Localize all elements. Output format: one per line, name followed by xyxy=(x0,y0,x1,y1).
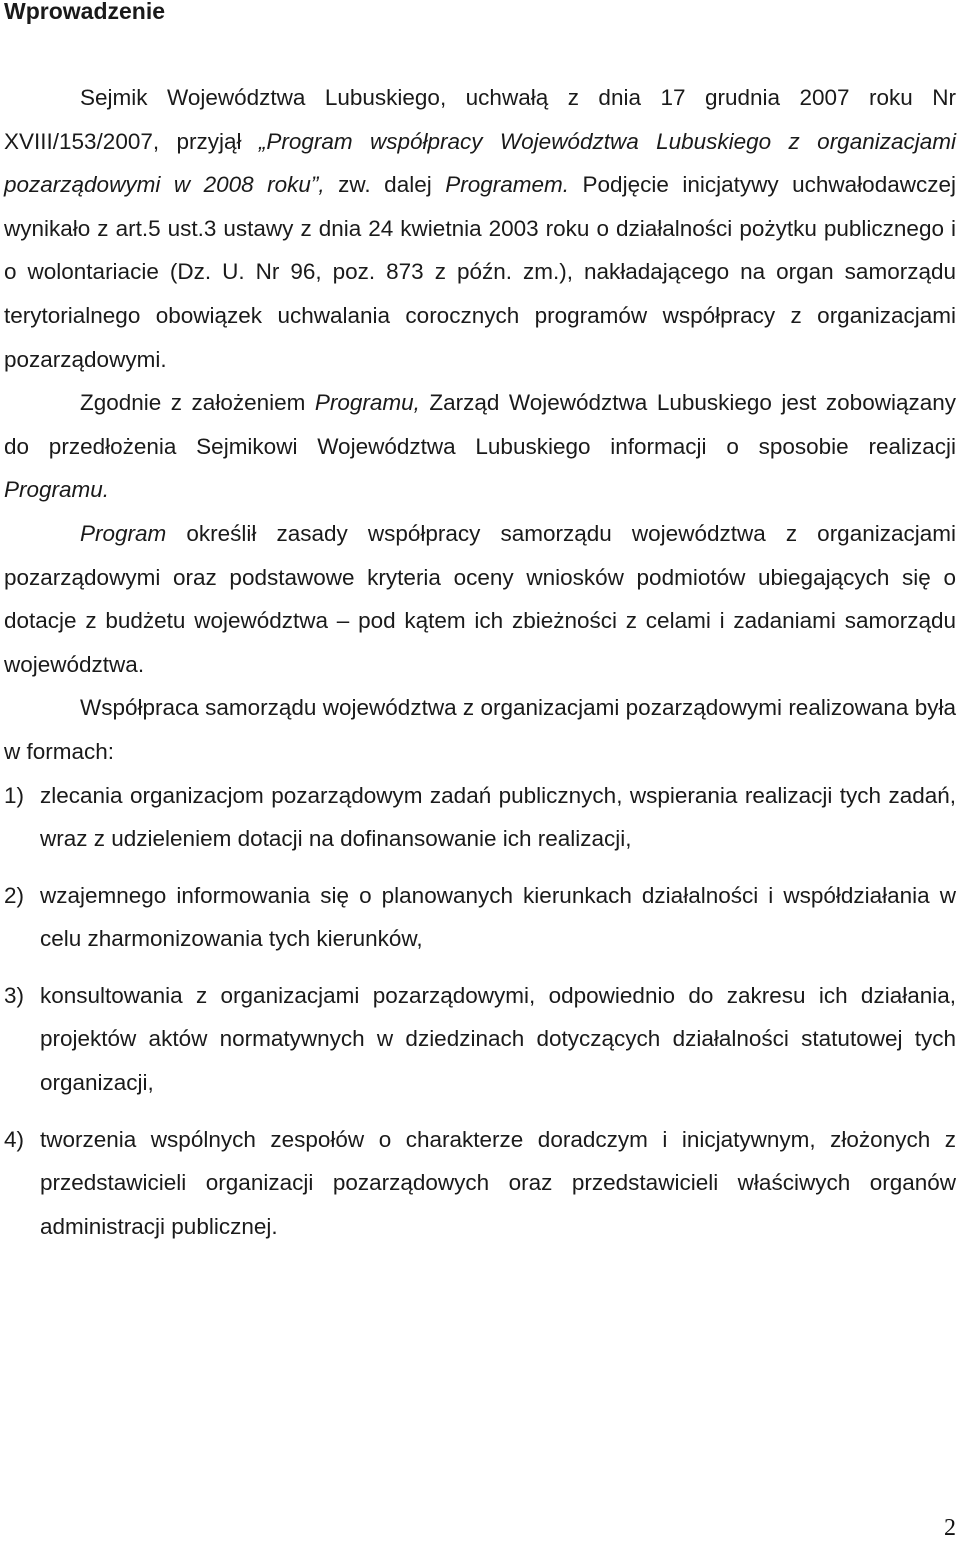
text-run: określił zasady współpracy samorządu województwa z organizacjami pozarządowymi oraz podstawowe kryteria oceny wniosków podmiotów ubiegających się o dotacje z budżetu województwa – pod kątem ich zbieżności z celami i zadaniami samorządu województwa. xyxy=(4,520,956,677)
text-run: Sejmik Województwa Lubuskiego, uchwałą z dnia 17 grudnia 2007 roku Nr XVIII/153/2007, przyjął xyxy=(4,85,956,154)
paragraph-resolution xyxy=(4,76,956,381)
list-number: 1) xyxy=(4,782,25,808)
section-heading: Wprowadzenie xyxy=(4,0,166,24)
list-item xyxy=(4,774,956,861)
paragraph-forms-intro: Współpraca samorządu województwa z organizacjami pozarządowymi realizowana była w formach: xyxy=(4,695,956,764)
program-term: Program xyxy=(80,520,167,546)
list-text: konsultowania z organizacjami pozarządowymi, odpowiednio do zakresu ich działania, projektów aktów normatywnych w dziedzinach dotyczących działalności statutowej tych organizacji, xyxy=(40,982,956,1096)
forms-list xyxy=(4,774,956,1249)
paragraph-rules xyxy=(4,512,956,686)
list-text: zlecania organizacjom pozarządowym zadań publicznych, wspierania realizacji tych zadań, wraz z udzieleniem dotacji na dofinansowanie ich realizacji, xyxy=(40,782,956,852)
text-run: Podjęcie inicjatywy uchwałodawczej wynikało z art.5 ust.3 ustawy z dnia 24 kwietnia 2003 roku o działalności pożytku publicznego i o wolontariacie (Dz. U. Nr 96, poz. 873 z późn. zm.), nakładającego na organ samorządu terytorialnego obowiązek uchwalania corocznych programów współpracy z organizacjami pozarządowymi. xyxy=(4,172,956,372)
text-run: Zgodnie z założeniem xyxy=(80,390,315,416)
body-text xyxy=(4,76,956,1261)
program-term: Programem. xyxy=(445,172,570,198)
list-text: wzajemnego informowania się o planowanych kierunkach działalności i współdziałania w celu zharmonizowania tych kierunków, xyxy=(40,882,956,952)
list-item xyxy=(4,1118,956,1249)
program-term: Programu. xyxy=(4,477,110,503)
program-term: Programu, xyxy=(314,390,420,416)
text-run: zw. dalej xyxy=(324,172,446,198)
list-item xyxy=(4,974,956,1105)
list-number: 4) xyxy=(4,1126,25,1152)
list-item xyxy=(4,874,956,961)
page-number: 2 xyxy=(944,1515,956,1541)
text-run: Zarząd Województwa Lubuskiego jest zobowiązany do przedłożenia Sejmikowi Województwa Lubuskiego informacji o sposobie realizacji xyxy=(4,390,956,459)
list-number: 2) xyxy=(4,882,25,908)
program-title: „Program współpracy Województwa Lubuskiego z organizacjami pozarządowymi w 2008 roku”, xyxy=(4,128,956,198)
paragraph-obligation xyxy=(4,381,956,512)
list-text: tworzenia wspólnych zespołów o charakterze doradczym i inicjatywnym, złożonych z przedstawicieli organizacji pozarządowych oraz przedstawicieli właściwych organów administracji publicznej. xyxy=(40,1126,956,1239)
list-number: 3) xyxy=(4,982,25,1008)
